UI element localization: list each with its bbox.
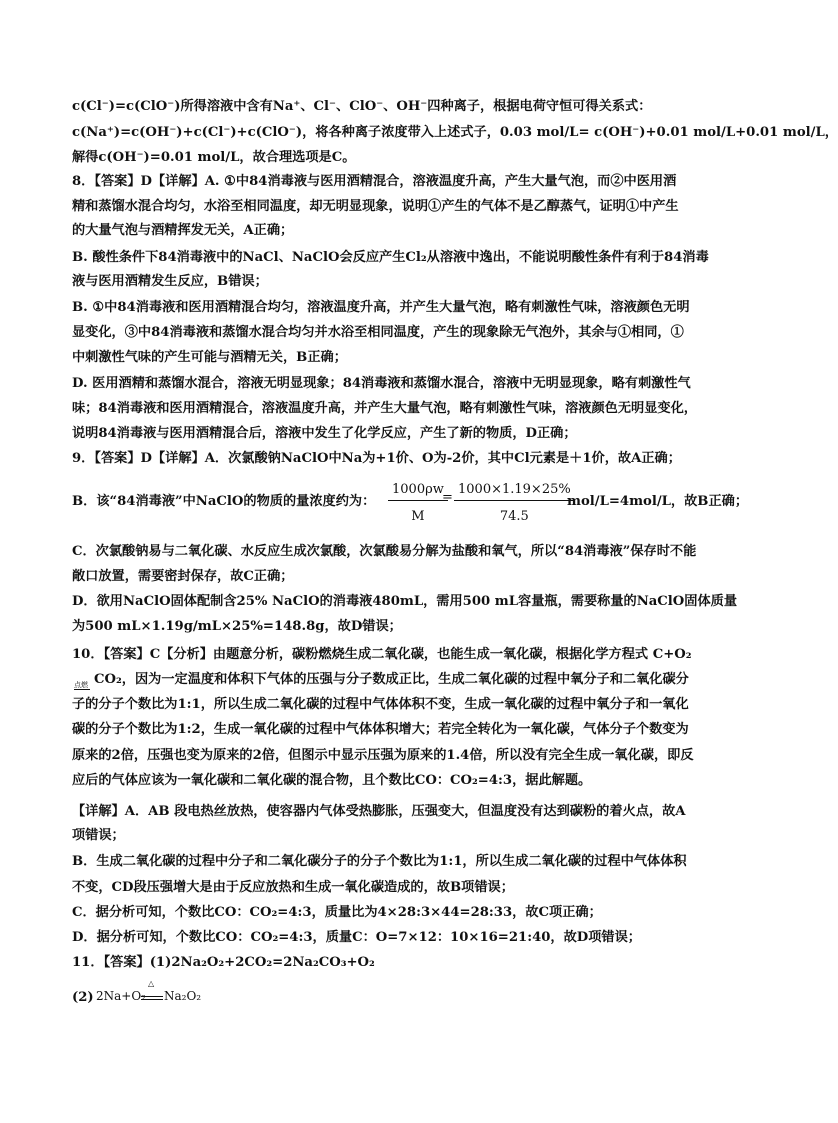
fraction-numerator: 1000ρw [388, 482, 448, 501]
text-line: 子的分子个数比为1:1，所以生成二氧化碳的过程中气体体积不变，生成一氧化碳的过程中氧分子和一氧化 [72, 697, 689, 712]
text-line: 的大量气泡与酒精挥发无关，A正确； [72, 223, 294, 238]
text-line: D．欲用NaClO固体配制含25% NaClO的消毒液480mL，需用500 mL容量瓶，需要称量的NaClO固体质量 [72, 594, 738, 609]
text-line: 为500 mL×1.19g/mL×25%=148.8g，故D错误； [72, 619, 402, 634]
text-line: c(Cl⁻)=c(ClO⁻)所得溶液中含有Na⁺、Cl⁻、ClO⁻、OH⁻四种离子，根据电荷守恒可得关系式： [72, 99, 652, 114]
text-line: 8．【答案】D【详解】A. ①中84消毒液与医用酒精混合，溶液温度升高，产生大量气泡，而②中医用酒 [72, 174, 677, 189]
text-line: 碳的分子个数比为1:2，生成一氧化碳的过程中气体体积增大；若完全转化为一氧化碳，气体分子个数变为 [72, 722, 689, 737]
text-line: 11．【答案】(1)2Na₂O₂+2CO₂=2Na₂CO₃+O₂ [72, 955, 375, 970]
text-line: 中刺激性气味的产生可能与酒精无关，B正确； [72, 350, 347, 365]
text-line: 10．【答案】C【分析】由题意分析，碳粉燃烧生成二氧化碳，也能生成一氧化碳，根据化学方程式 C+O₂ [72, 647, 692, 662]
fraction-denominator: 74.5 [499, 509, 529, 524]
reaction-condition: 点燃 [74, 681, 88, 689]
text-line: 液与医用酒精发生反应，B错误； [72, 274, 268, 289]
text-line: 项错误； [72, 828, 125, 843]
text-line: 说明84消毒液与医用酒精混合后，溶液中发生了化学反应，产生了新的物质，D正确； [72, 426, 577, 441]
fraction-numerator: 1000×1.19×25% [454, 482, 575, 501]
text-line: B. ①中84消毒液和医用酒精混合均匀，溶液温度升高，并产生大量气泡，略有刺激性气味，溶液颜色无明 [72, 300, 690, 315]
equation-right: Na₂O₂ [164, 989, 202, 1003]
reaction-condition: △ [148, 979, 155, 988]
text-line: C．次氯酸钠易与二氧化碳、水反应生成次氯酸，次氯酸易分解为盐酸和氧气，所以“84消毒液”保存时不能 [72, 544, 697, 559]
text-line: 敞口放置，需要密封保存，故C正确； [72, 569, 294, 584]
text-line: B．生成二氧化碳的过程中分子和二氧化碳分子的分子个数比为1:1，所以生成二氧化碳的过程中气体体积 [72, 854, 687, 869]
text-line: C．据分析可知，个数比CO：CO₂=4:3，质量比为4×28:3×44=28:33，故C项正确； [72, 905, 602, 920]
text-line: (2) [72, 990, 94, 1005]
text-line: 原来的2倍，压强也变为原来的2倍，但图示中显示压强为原来的1.4倍，所以没有完全生成一氧化碳，即反 [72, 748, 694, 763]
equals-sign: = [442, 490, 453, 505]
text-line: 解得c(OH⁻)=0.01 mol/L，故合理选项是C。 [72, 150, 356, 165]
fraction-formula [454, 482, 575, 524]
text-line: c(Na⁺)=c(OH⁻)+c(Cl⁻)+c(ClO⁻)，将各种离子浓度带入上述式子，0.03 mol/L= c(OH⁻)+0.01 mol/L+0.01 mol/L， [72, 125, 838, 140]
text-line: 应后的气体应该为一氧化碳和二氧化碳的混合物，且个数比CO：CO₂=4:3，据此解题。 [72, 773, 592, 788]
text-line: D．据分析可知，个数比CO：CO₂=4:3，质量C：O=7×12：10×16=21:40，故D项错误； [72, 930, 641, 945]
reaction-double-line [141, 996, 163, 1000]
fraction-formula [388, 482, 448, 524]
text-line: 9．【答案】D【详解】A．次氯酸钠NaClO中Na为+1价、O为-2价，其中Cl元素是＋1价，故A正确； [72, 451, 681, 466]
reaction-arrow-line [74, 689, 90, 690]
text-line: 显变化，③中84消毒液和蒸馏水混合均匀并水浴至相同温度，产生的现象除无气泡外，其余与①相同，① [72, 325, 684, 340]
text-line: 味；84消毒液和医用酒精混合，溶液温度升高，并产生大量气泡，略有刺激性气味，溶液颜色无明显变化， [72, 401, 697, 416]
text-line: D. 医用酒精和蒸馏水混合，溶液无明显现象；84消毒液和蒸馏水混合，溶液中无明显现象，略有刺激性气 [72, 376, 691, 391]
text-line: 精和蒸馏水混合均匀，水浴至相同温度，却无明显现象，说明①产生的气体不是乙醇蒸气，证明①中产生 [72, 199, 679, 214]
text-line: B．该“84消毒液”中NaClO的物质的量浓度约为： [72, 494, 376, 509]
text-line: 【详解】A．AB 段电热丝放热，使容器内气体受热膨胀，压强变大，但温度没有达到碳粉的着火点，故A [72, 804, 686, 819]
text-line: mol/L=4mol/L，故B正确； [567, 494, 749, 509]
text-line: CO₂，因为一定温度和体积下气体的压强与分子数成正比，生成二氧化碳的过程中氧分子和二氧化碳分 [94, 672, 689, 687]
text-line: B. 酸性条件下84消毒液中的NaCl、NaClO会反应产生Cl₂从溶液中逸出，不能说明酸性条件有利于84消毒 [72, 250, 709, 265]
equation-left: 2Na+O₂ [96, 989, 146, 1003]
text-line: 不变，CD段压强增大是由于反应放热和生成一氧化碳造成的，故B项错误； [72, 880, 514, 895]
fraction-denominator: M [411, 509, 425, 524]
